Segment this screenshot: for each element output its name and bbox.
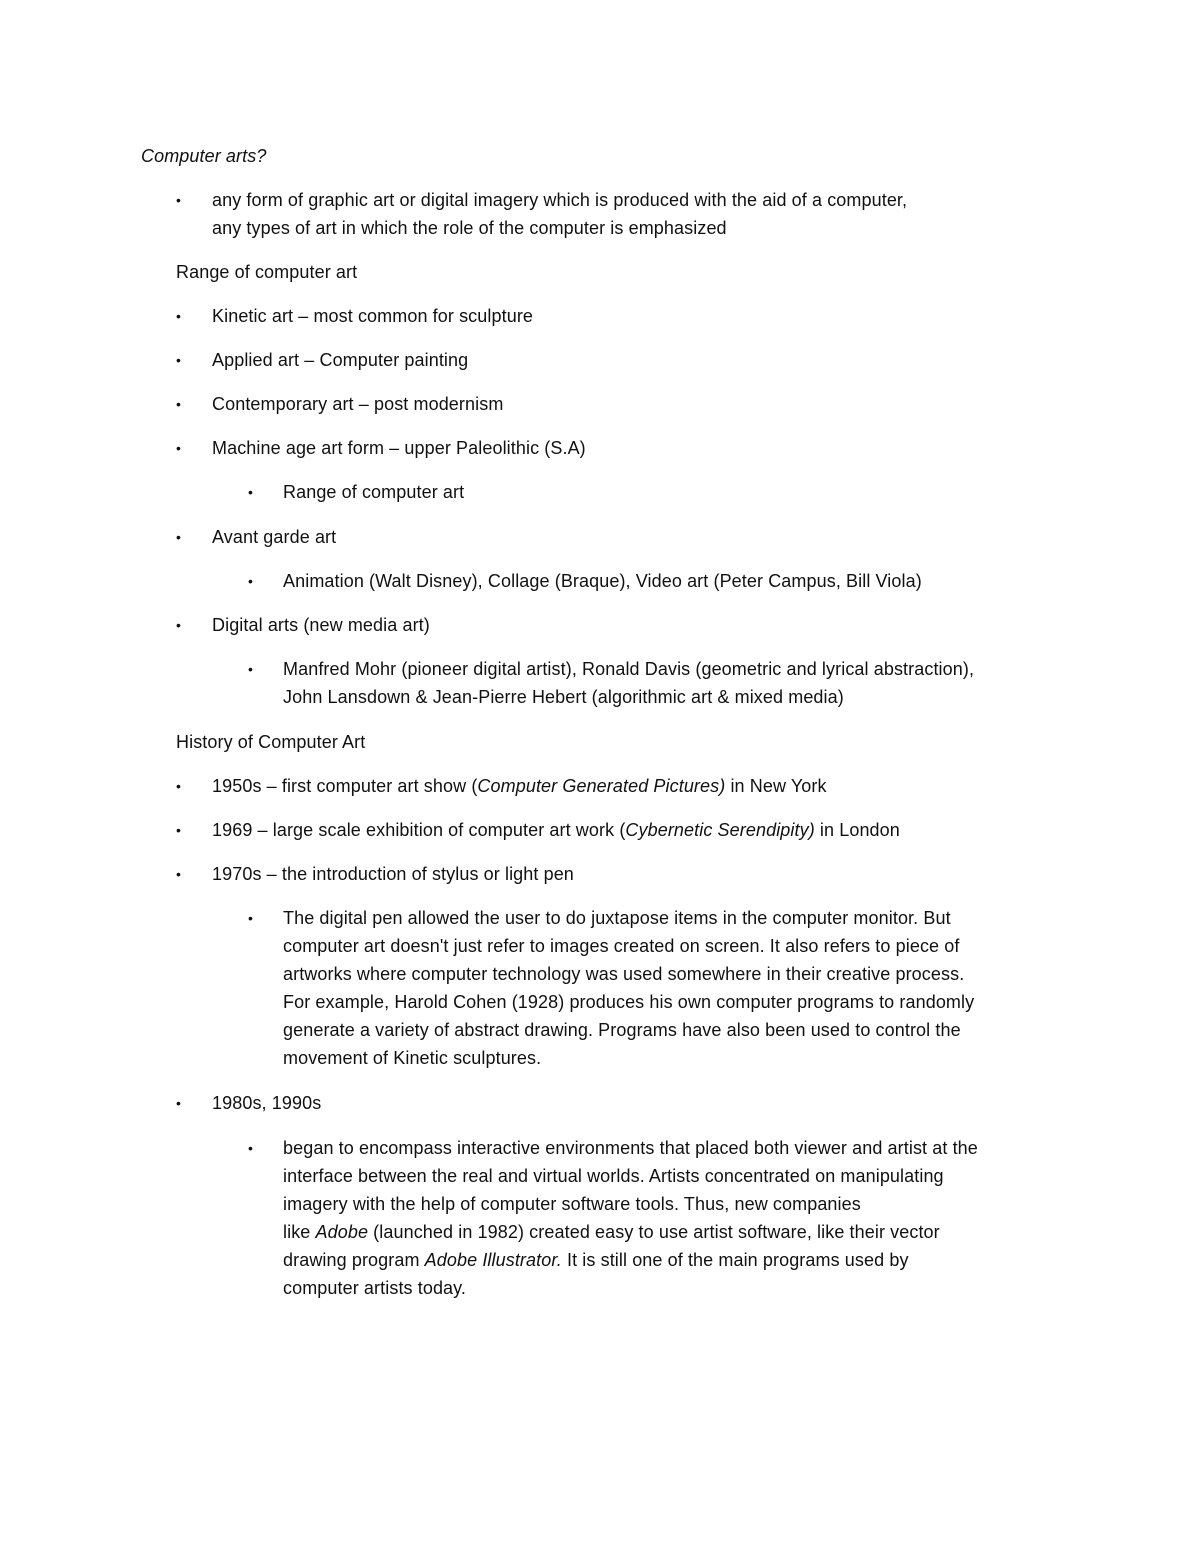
section-heading-range: Range of computer art bbox=[176, 262, 358, 282]
bullet-icon: • bbox=[176, 778, 181, 794]
paragraph-line: movement of Kinetic sculptures. bbox=[283, 1048, 542, 1068]
paragraph-text: drawing program bbox=[283, 1250, 425, 1270]
history-item-1980s: 1980s, 1990s bbox=[212, 1093, 322, 1113]
bullet-icon: • bbox=[176, 822, 181, 838]
list-item: Machine age art form – upper Paleolithic (S.A) bbox=[212, 438, 586, 458]
sub-list-item: Manfred Mohr (pioneer digital artist), Ronald Davis (geometric and lyrical abstraction), bbox=[283, 659, 975, 679]
paragraph-line: interface between the real and virtual worlds. Artists concentrated on manipulating bbox=[283, 1166, 944, 1186]
sub-list-item: Range of computer art bbox=[283, 482, 465, 502]
paragraph-line: For example, Harold Cohen (1928) produces his own computer programs to randomly bbox=[283, 992, 975, 1012]
bullet-icon: • bbox=[176, 617, 181, 633]
paragraph-line: imagery with the help of computer software tools. Thus, new companies bbox=[283, 1194, 861, 1214]
program-name: Adobe Illustrator. bbox=[424, 1250, 562, 1270]
history-item-1970s: 1970s – the introduction of stylus or light pen bbox=[212, 864, 574, 884]
list-item: Avant garde art bbox=[212, 527, 337, 547]
paragraph-line: artworks where computer technology was used somewhere in their creative process. bbox=[283, 964, 965, 984]
list-item: Digital arts (new media art) bbox=[212, 615, 430, 635]
paragraph-line: computer art doesn't just refer to images created on screen. It also refers to piece of bbox=[283, 936, 960, 956]
history-item-1950s bbox=[212, 772, 827, 800]
paragraph-line bbox=[283, 1218, 940, 1246]
bullet-icon: • bbox=[248, 484, 253, 500]
paragraph-line bbox=[283, 1246, 909, 1274]
bullet-icon: • bbox=[176, 529, 181, 545]
bullet-icon: • bbox=[248, 910, 253, 926]
bullet-icon: • bbox=[176, 308, 181, 324]
list-item: Kinetic art – most common for sculpture bbox=[212, 306, 534, 326]
bullet-icon: • bbox=[248, 1140, 253, 1156]
exhibition-title: Computer Generated Pictures) bbox=[477, 776, 726, 796]
bullet-icon: • bbox=[176, 1095, 181, 1111]
paragraph-line: The digital pen allowed the user to do juxtapose items in the computer monitor. But bbox=[283, 908, 951, 928]
bullet-icon: • bbox=[248, 573, 253, 589]
paragraph-text: (launched in 1982) created easy to use artist software, like their vector bbox=[368, 1222, 940, 1242]
company-name: Adobe bbox=[315, 1222, 369, 1242]
bullet-icon: • bbox=[176, 866, 181, 882]
bullet-icon: • bbox=[176, 440, 181, 456]
list-item: Applied art – Computer painting bbox=[212, 350, 469, 370]
paragraph-line: computer artists today. bbox=[283, 1278, 467, 1298]
document-title: Computer arts? bbox=[141, 146, 267, 166]
list-item: Contemporary art – post modernism bbox=[212, 394, 504, 414]
history-text: 1950s – first computer art show ( bbox=[212, 776, 478, 796]
history-text: in New York bbox=[725, 776, 827, 796]
sub-list-item: John Lansdown & Jean-Pierre Hebert (algorithmic art & mixed media) bbox=[283, 687, 844, 707]
bullet-icon: • bbox=[176, 352, 181, 368]
definition-line: any types of art in which the role of the computer is emphasized bbox=[212, 218, 727, 238]
exhibition-title: Cybernetic Serendipity) bbox=[625, 820, 815, 840]
history-item-1969 bbox=[212, 816, 900, 844]
history-text: in London bbox=[814, 820, 900, 840]
history-text: 1969 – large scale exhibition of computer art work ( bbox=[212, 820, 626, 840]
sub-list-item: Animation (Walt Disney), Collage (Braque), Video art (Peter Campus, Bill Viola) bbox=[283, 571, 922, 591]
paragraph-line: began to encompass interactive environments that placed both viewer and artist at the bbox=[283, 1138, 978, 1158]
bullet-icon: • bbox=[248, 661, 253, 677]
paragraph-line: generate a variety of abstract drawing. Programs have also been used to control the bbox=[283, 1020, 961, 1040]
paragraph-text: It is still one of the main programs used by bbox=[561, 1250, 909, 1270]
section-heading-history: History of Computer Art bbox=[176, 732, 366, 752]
definition-line: any form of graphic art or digital imagery which is produced with the aid of a computer, bbox=[212, 190, 908, 210]
paragraph-text: like bbox=[283, 1222, 316, 1242]
bullet-icon: • bbox=[176, 396, 181, 412]
bullet-icon: • bbox=[176, 192, 181, 208]
